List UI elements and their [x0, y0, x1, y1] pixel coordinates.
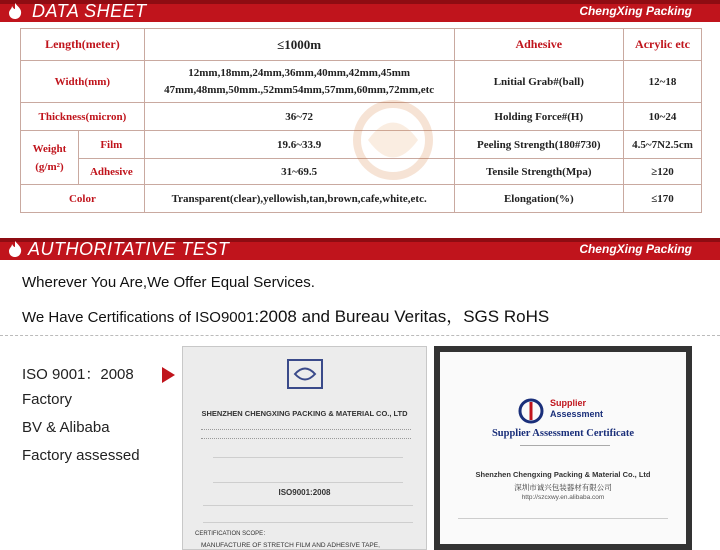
tensile-label: Tensile Strength(Mpa) — [454, 159, 623, 185]
flame-icon — [4, 2, 26, 20]
peeling-label: Peeling Strength(180#730) — [454, 131, 623, 159]
cert1-approval-text — [203, 505, 413, 523]
side-item-iso: ISO 9001：2008 — [22, 366, 134, 383]
certification-line-b: :2008 and Bureau Veritas，SGS RoHS — [254, 307, 550, 326]
data-sheet-banner — [0, 0, 720, 22]
weight-unit: (g/m²) — [35, 160, 64, 173]
cert2-company: Shenzhen Chengxing Packing & Material Co., Ltd — [475, 470, 651, 479]
length-value: ≤1000m — [144, 29, 454, 61]
certification-line-a: We Have Certifications of ISO9001 — [22, 309, 255, 326]
side-item-bv: BV & Alibaba — [22, 419, 110, 436]
weight-label-text: Weight — [32, 142, 67, 155]
peeling-value: 4.5~7N2.5cm — [624, 131, 702, 159]
cert1-iso: ISO9001:2008 — [278, 488, 331, 497]
cert1-script-text — [213, 457, 403, 483]
film-label: Film — [78, 131, 144, 159]
cert2-company-cn: 深圳市诚兴包装器材有限公司 — [514, 483, 612, 492]
film-value: 19.6~33.9 — [144, 131, 454, 159]
authoritative-test-banner — [0, 238, 720, 260]
chengxing-logo-icon — [287, 359, 323, 389]
cert2-title: Supplier Assessment Certificate — [491, 428, 635, 439]
width-label: Width(mm) — [21, 61, 145, 103]
cert2-url: http://szcxwy.en.alibaba.com — [521, 494, 605, 501]
service-line: Wherever You Are,We Offer Equal Services. — [22, 274, 315, 291]
side-item-assessed: Factory assessed — [22, 447, 140, 464]
width-value-line-2: 47mm,48mm,50mm.,52mm54mm,57mm,60mm,72mm,etc — [164, 83, 435, 96]
grab-value: 12~18 — [624, 61, 702, 103]
flame-icon — [4, 240, 26, 258]
supplier-assessment-certificate-image — [434, 346, 692, 550]
adhesive-row-label: Adhesive — [78, 159, 144, 185]
elongation-value: ≤170 — [624, 185, 702, 213]
supplier-assessment-logo-icon — [518, 398, 548, 424]
color-value: Transparent(clear),yellowish,tan,brown,cafe,white,etc. — [144, 185, 454, 213]
banner-brand: ChengXing Packing — [579, 242, 692, 256]
logo-watermark-icon — [348, 95, 438, 185]
banner-title: DATA SHEET — [32, 1, 147, 21]
tensile-value: ≥120 — [624, 159, 702, 185]
cert1-scope: CERTIFICATION SCOPE： — [195, 531, 270, 537]
adhesive-row-value: 31~69.5 — [144, 159, 454, 185]
elongation-label: Elongation(%) — [454, 185, 623, 213]
thickness-value: 36~72 — [144, 103, 454, 131]
thickness-label: Thickness(micron) — [21, 103, 145, 131]
holding-value: 10~24 — [624, 103, 702, 131]
width-value-line-1: 12mm,18mm,24mm,36mm,40mm,42mm,45mm — [188, 66, 411, 79]
color-label: Color — [21, 185, 145, 213]
adhesive-label: Adhesive — [454, 29, 623, 61]
dashed-separator — [0, 335, 720, 336]
weight-label — [21, 131, 79, 185]
length-label: Length(meter) — [21, 29, 145, 61]
banner-brand: ChengXing Packing — [579, 4, 692, 18]
cert1-company: SHENZHEN CHENGXING PACKING & MATERIAL CO., LTD — [201, 409, 408, 418]
cert2-assessment-table — [458, 518, 668, 546]
adhesive-value: Acrylic etc — [624, 29, 702, 61]
certification-line — [22, 302, 549, 327]
cert1-manufacture: MANUFACTURE OF STRETCH FILM AND ADHESIVE TAPE, — [201, 542, 380, 549]
cert2-logo-text-1: Supplier — [550, 398, 587, 408]
side-item-factory: Factory — [22, 391, 73, 408]
cert2-logo-text-2: Assessment — [550, 409, 604, 419]
banner-title: AUTHORITATIVE TEST — [28, 239, 230, 259]
cert1-address-lines — [201, 429, 411, 439]
arrow-right-icon — [162, 367, 175, 383]
holding-label: Holding Force#(H) — [454, 103, 623, 131]
cert2-cert-number-line — [520, 445, 610, 451]
grab-label: Lnitial Grab#(ball) — [454, 61, 623, 103]
iso-certificate-image — [182, 346, 427, 550]
